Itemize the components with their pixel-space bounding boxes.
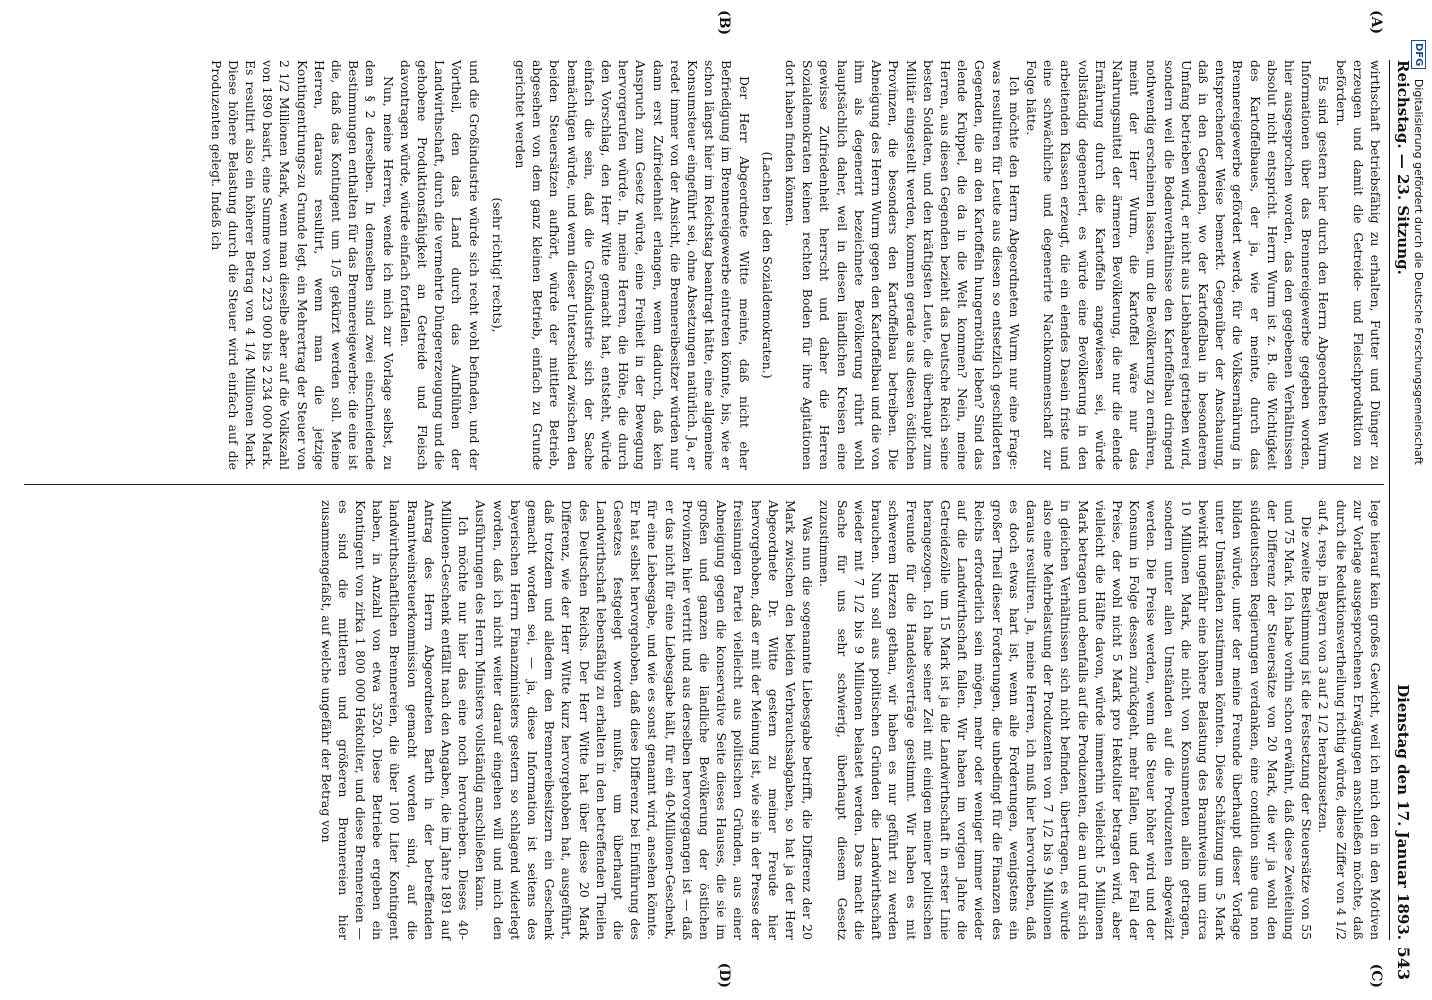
paragraph: Die zweite Bestimmung ist die Festsetzung der Steuersätze von 55 und 75 Mark. Ich habe vorhin schon erwähnt, daß diese Zweiteilung der Differenz der Steuersätze von 20 Mark, die wir ja wohl den süddeutschen Regierungen verdanken, eine condition sine qua non bilden würde, unter der meine Freunde überhaupt dieser Vorlage unter Umständen zustimmen könnten. Diese Schätzung um 5 Mark bewirkt ungefähr eine höhere Belastung des Branntweins um circa 10 Millionen Mark, die nicht von Konsumenten allein getragen, sondern unter allen Umständen auf die Produzenten abgewälzt werden. Die Preise werden, wenn die Steuer höher wird und der Konsum in Folge dessen zurückgeht, mehr fallen, und der Fall der Preise, der wohl nicht 5 Mark pro Hektoliter betragen wird, aber vielleicht die Hälfte davon, würde immerhin vielleicht 5 Millionen Mark betragen und ebenfalls auf die Produzenten, die an und für sich in gleichen Verhältnissen sich nicht befinden, übertragen, es würde also eine Mehrbelastung der Produzenten von 7 1/2 bis 9 Millionen daraus resultiren. Ja, meine Herren, ich muß hier hervorheben, daß es doch etwas hart ist, wenn alle Forderungen, wenigstens ein großer Theil dieser Forderungen, die unbedingt für die Finanzen des Reichs erforderlich sein mögen, mehr oder weniger immer wieder auf die Landwirthschaft fallen. Wir haben im vorigen Jahre die Getreidezölle um 15 Mark ist ja die Landwirthschaft in erster Linie herangezogen. Ich habe seiner Zeit mit einigen meiner politischen Freunde für die Handelsverträge gestimmt. Wir haben es mit schwerem Herzen gethan, wir haben es nur geführt zu werden brauchen. Nun soll aus politischen Gründen die Landwirthschaft wieder mit 7 1/2 bis 9 Millionen belastet werden. Das macht die Sache für uns sehr schwierig, überhaupt diesem Gesetz zuzustimmen.	[817, 500, 1315, 940]
interjection: (sehr richtig! rechts),	[489, 197, 505, 333]
header-right: Dienstag den 17. Januar 1893.	[1394, 684, 1412, 940]
right-column	[24, 500, 1384, 940]
paragraph: und die Großindustrie würde sich recht wohl befinden, und der Vortheil, den das Land durch das Aufblühen der Landwirthschaft, durch die vermehrte Düngererzeugung und die gehobene Produktionsfähigkeit an Getreide und Fleisch davontragen würde, würde einfach fortfallen.	[397, 60, 482, 470]
digitization-credit	[1411, 40, 1426, 465]
credit-text: Digitalisierung gefördert durch die Deutsche Forschungsgemeinschaft	[1412, 78, 1425, 465]
dfg-logo: DFG	[1411, 40, 1426, 69]
header-left: Reichstag. — 23. Sitzung.	[1394, 60, 1412, 275]
column-divider	[24, 484, 1384, 485]
interjection: (Lachen bei den Sozialdemokraten.)	[759, 151, 775, 379]
margin-marker-c: (C)	[1368, 963, 1384, 988]
paragraph: Nun, meine Herren, wende ich mich zur Vorlage selbst, zu dem § 2 derselben. In demselben sind zwei einschneidende Bestimmungen enthalten für das Brennereigewerbe: die eine ist die, daß das Kontingent um 1/5 gekürzt werden soll. Meine Herren, daraus resultirt, wenn man die jetzige Kontingentirungs-zu Grunde legt, ein Mehrertrag der Steuer von 2 1/2 Millionen Mark, wenn man dieselbe aber auf die Volkszahl von 1890 basirt, eine Summe von 2 223 000 bis 2 234 000 Mark. Es resultirt also ein höherer Betrag von 4 1/4 Millionen Mark. Diese höhere Belastung durch die Steuer wird einfach auf die Produzenten gelegt. Indeß ich	[208, 60, 396, 470]
paragraph: lege hierauf kein großes Gewicht, weil ich mich den in den Motiven zur Vorlage ausgesprochenen Erwägungen anschließen möchte, daß durch die Reduktionsvertheilung richtig würde, diese Ziffer von 4 1/2 auf 4, resp. in Bayern von 3 auf 2 1/2 herabzusetzen.	[1316, 500, 1383, 940]
margin-marker-a: (A)	[1368, 10, 1384, 35]
left-column	[24, 60, 1384, 470]
paragraph: Es sind gestern hier durch den Herrn Abgeordneten Wurm Informationen über das Brennereigewerbe gegeben worden, hier ausgesprochen worden, das den gegebenen Verhältnissen absolut nicht entspricht. Herrn Wurm ist z. B. die Wichtigkeit des Kartoffelbaues, der ja, wie er meinte, durch das Brennereigewerbe gefördert werde, für die Volksernährung in entsprechender Weise bemerkt. Gegenüber der Anschauung, daß in den Gegenden, wo der Kartoffelbau in besonderem Umfang betrieben wird, er nicht aus Liebhaberei getrieben wird, sondern weil die Bodenverhältnisse den Kartoffelbau dringend nothwendig erscheinen lassen, um die Bevölkerung zu ernähren, meint der Herr Wurm, die Kartoffel wäre nur das Nahrungsmittel der ärmeren Bevölkerung, die nur die elende Ernährung durch die Kartoffeln angewiesen sei, würde vollständig degeneriert, es würde eine Bevölkerung in den arbeitenden Klassen erzeugt, die ein elendes Dasein friste und eine schwächliche und degenerirte Nachkommenschaft zur Folge hätte.	[1023, 60, 1332, 470]
paragraph: Was nun die sogenannte Liebesgabe betrifft, die Differenz der 20 Mark zwischen den beiden Verbrauchsabgaben, so hat ja der Herr Abgeordnete Dr. Witte gestern zu meiner Freude hier hervorgehoben, daß er mit der Meinung ist, wie sie in der Presse der freisinnigen Partei vielleicht aus politischen Gründen, aus einer Abneigung gegen die konservative Seite dieses Hauses, die sie im großen und ganzen die ländliche Bevölkerung der östlichen Provinzen hier vertritt und aus derselben hervorgegangen ist — daß er das nicht für eine Liebesgabe hält, für ein 40-Millionen-Geschenk, für eine Liebesgabe, und wie es sonst genannt wird, ansehen könnte. Er hat selbst hervorgehoben, daß diese Differenz bei Einführung des Gesetzes festgelegt worden mußte, um überhaupt die Landwirthschaft lebensfähig zu erhalten in den betreffenden Theilen des Deutschen Reichs. Der Herr Witte hat über diese 20 Mark Differenz, wie der Herr Witte kurz hervorgehoben hat, ausgeführt, daß trotzdem und alledem den Brennereibesitzern ein Geschenk gemacht worden sei, — ja, diese Information ist seitens des bayerischen Herrn Finanzministers gestern so schlagend widerlegt worden, daß ich nicht weiter darauf eingehen will und mich den Ausführungen des Herrn Ministers vollständig anschließen kann.	[473, 500, 816, 940]
page-number: 543	[1394, 946, 1413, 980]
margin-marker-b: (B)	[716, 10, 732, 36]
paragraph: Ich möchte den Herrn Abgeordneten Wurm nur eine Frage: was resultiren für Leute aus diesen so entsetzlich geschilderten Gegenden, die an den Kartoffeln hungernöthig leben? Sind das elende Krüppel, die da in die Welt kommen? Nein, meine Herren, aus diesen Gegenden bezieht das Deutsche Reich seine besten Soldaten, und den kräftigsten Leute, die überhaupt zum Militär eingestellt werden, kommen gerade aus diesen östlichen Provinzen, die besonders den Kartoffelbau betreiben. Die Abneigung des Herrn Wurm gegen den Kartoffelbau und die von ihm als degenerirt bezeichnete Bevölkerung rührt wohl hauptsächlich daher, weil in diesen ländlichen Kreisen eine gewisse Zufriedenheit herrscht und daher die Herren Sozialdemokraten keinen rechten Boden für ihre Agitationen dort haben finden können.	[783, 60, 1022, 470]
margin-marker-d: (D)	[716, 962, 732, 988]
paragraph: Der Herr Abgeordnete Witte meinte, daß nicht eher Befriedigung im Brennereigewerbe eintreten könnte, bis, wie er schon längst hier im Reichstag beantragt hätte, eine allgemeine Konsumsteuer eingeführt sei, ohne Absetzungen natürlich. Ja, er redet immer von der Ansicht, die Brennereibesitzer würden nur dann erst Zufriedenheit erlangen, wenn dadurch, daß kein Anspruch zum Gesetz würde, eine Freiheit in der Bewegung hervorgerufen würde. In, meine Herren, die Höhe, die durch den Vorschlag, den Herr Witte gemacht hat, entsteht, würde einfach die sein, daß die Großindustrie sich der Sache bemächtigen würde, und wenn dieser Unterschied zwischen den beiden Steuersätzen aufhört, würde der mittlere Betrieb, abgesehen von dem ganz kleinen Betrieb, einfach zu Grunde gerichtet werden	[513, 60, 752, 470]
paragraph: wirthschaft betriebsfähig zu erhalten, Futter und Dünger zu erzeugen und damit die Getreide- und Fleischproduktion zu befördern.	[1333, 60, 1383, 470]
paragraph: Ich möchte nur hier das eine noch hervorheben. Dieses 40-Millionen-Geschenk entfällt nach den Angaben, die im Jahre 1891 auf Antrag des Herrn Abgeordneten Barth in der betreffenden Branntweinsteuerkommission gemacht worden sind, auf die landwirthschaftlichen Brennereien, die über 100 Liter Kontingent haben, in Anzahl von etwa 3520. Diese Betriebe ergeben ein Kontingent von zirka 1 800 000 Hektoliter, und diese Brennereien — es sind die mittleren und größeren Brennereien hier zusammengefaßt, auf welche ungefähr der Betrag von	[318, 500, 472, 940]
